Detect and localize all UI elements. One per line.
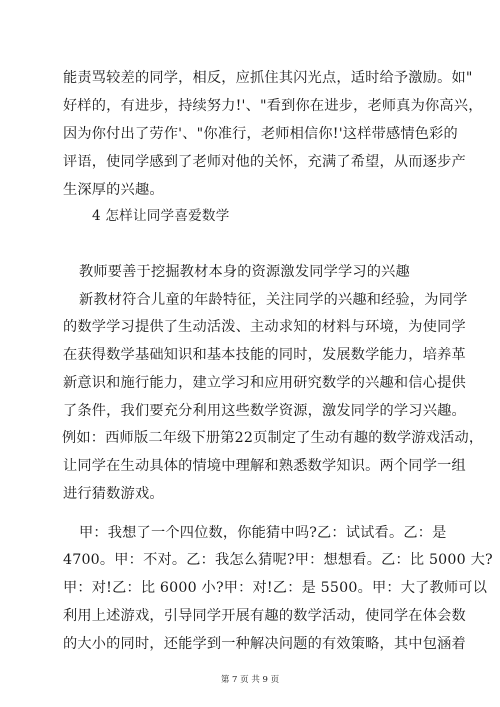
text-line: 因为你付出了劳作'、"你准行，老师相信你!'这样带感情色彩的 xyxy=(63,126,458,142)
dialogue-line: 甲：我想了一个四位数，你能猜中吗?乙：试试看。乙：是 xyxy=(79,525,447,541)
text-line: 评语，使同学感到了老师对他的关怀，充满了希望，从而逐步产 xyxy=(63,154,466,170)
text-line: 的数学学习提供了生动活泼、主动求知的材料与环境，为使同学 xyxy=(63,319,466,335)
text-line: 能责骂较差的同学，相反，应抓住其闪光点，适时给予激励。如" xyxy=(63,70,473,86)
section-heading: 4 怎样让同学喜爱数学 xyxy=(92,208,230,224)
page-footer: 第 7 页 共 9 页 xyxy=(220,675,280,685)
dialogue-line: 4700。甲：不对。乙：我怎么猜呢?甲：想想看。乙：比 5000 大? xyxy=(63,552,493,568)
subheading: 教师要善于挖掘教材本身的资源激发同学学习的兴趣 xyxy=(79,264,410,280)
text-line: 生深厚的兴趣。 xyxy=(63,182,164,198)
text-line: 利用上述游戏，引导同学开展有趣的数学活动，使同学在体会数 xyxy=(63,608,466,624)
text-line: 例如：西师版二年级下册第22页制定了生动有趣的数学游戏活动， xyxy=(62,430,484,446)
text-line: 新教材符合儿童的年龄特征，关注同学的兴趣和经验，为同学 xyxy=(79,292,468,308)
text-line: 的大小的同时，还能学到一种解决问题的有效策略，其中包涵着 xyxy=(63,636,466,652)
text-line: 让同学在生动具体的情境中理解和熟悉数学知识。两个同学一组 xyxy=(63,458,466,474)
text-line: 在获得数学基础知识和基本技能的同时，发展数学能力，培养革 xyxy=(63,347,466,363)
text-line: 新意识和施行能力，建立学习和应用研究数学的兴趣和信心提供 xyxy=(63,375,466,391)
text-line: 进行猜数游戏。 xyxy=(63,486,164,502)
text-line: 好样的，有进步，持续努力!'、"看到你在进步，老师真为你高兴， xyxy=(63,98,483,114)
dialogue-line: 甲：对!乙：比 6000 小?甲：对!乙：是 5500。甲：大了教师可以 xyxy=(63,580,488,596)
text-line: 了条件，我们要充分利用这些数学资源，激发同学的学习兴趣。 xyxy=(63,403,466,419)
